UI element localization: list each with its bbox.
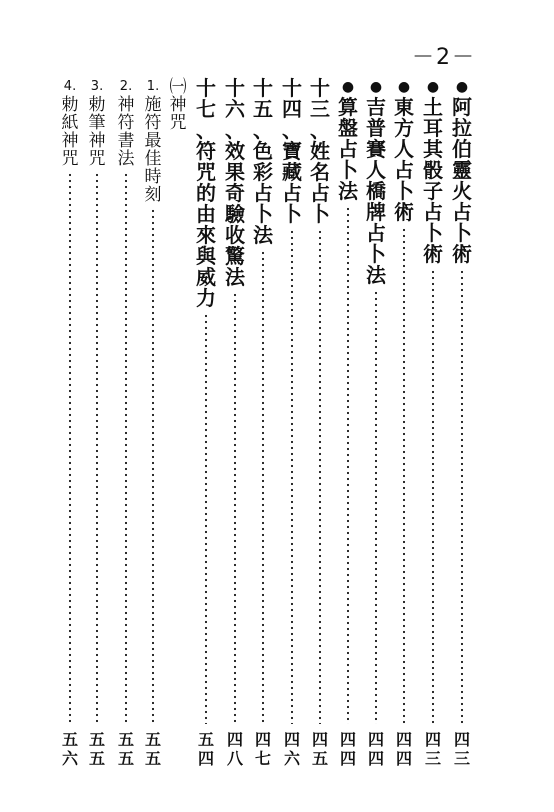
toc-entry-number: 3. xyxy=(90,79,104,94)
toc-entry-number: 十 四 、 xyxy=(282,76,302,142)
toc-entry[interactable] xyxy=(223,78,247,768)
toc-entry-page: 五 六 xyxy=(61,730,78,768)
toc-entry-text: 效 果 奇 驗 收 驚 法 xyxy=(225,139,245,289)
toc-entry-title xyxy=(338,78,358,202)
toc-entry-title xyxy=(253,78,273,246)
toc-entry-title xyxy=(310,78,330,225)
dot-leader xyxy=(403,227,405,724)
toc-entry-title xyxy=(196,78,216,309)
toc-entry-page: 四 六 xyxy=(283,730,300,768)
dot-leader xyxy=(234,292,236,724)
toc-entry-title xyxy=(366,78,386,286)
toc-entry-number: 1. xyxy=(146,79,160,94)
toc-entry-page: 四 三 xyxy=(424,730,441,768)
dot-leader xyxy=(432,269,434,724)
toc-entry-text: 算 盤 占 卜 法 xyxy=(338,95,358,203)
toc-entry-page: 四 八 xyxy=(226,730,243,768)
dot-leader xyxy=(69,172,71,724)
dot-leader xyxy=(291,229,293,724)
toc-entry-title xyxy=(62,78,79,168)
dot-leader xyxy=(96,172,98,724)
toc-entry-text: 姓 名 占 卜 xyxy=(310,139,330,226)
toc-entry[interactable] xyxy=(114,78,138,768)
toc-entry-title xyxy=(145,78,162,204)
toc-entry-number: 十 六 、 xyxy=(225,76,245,142)
toc-entry-title xyxy=(282,78,302,225)
bullet-icon: ● xyxy=(426,79,440,95)
dot-leader xyxy=(152,208,154,724)
toc-entry-text: 色 彩 占 卜 法 xyxy=(253,139,273,247)
toc-entry-text: 符 咒 的 由 來 與 威 力 xyxy=(196,139,216,310)
toc-entry[interactable] xyxy=(141,78,165,768)
toc-entry-text: 神 咒 xyxy=(169,95,187,133)
toc-entry-page: 五 五 xyxy=(144,730,161,768)
toc-entry-text: 吉 普 賽 人 橋 牌 占 卜 法 xyxy=(366,95,386,287)
toc-entry[interactable] xyxy=(58,78,82,768)
dot-leader xyxy=(347,206,349,724)
toc-entry[interactable] xyxy=(308,78,332,768)
toc-entry-number: 4. xyxy=(63,79,77,94)
toc-entry-page: 四 四 xyxy=(367,730,384,768)
toc-entry-text: 勅 筆 神 咒 xyxy=(88,95,106,169)
dot-leader xyxy=(319,229,321,724)
dot-leader xyxy=(262,250,264,724)
toc-entry[interactable] xyxy=(85,78,109,768)
dot-leader xyxy=(461,269,463,724)
toc-entry[interactable] xyxy=(364,78,388,768)
toc-entry-title xyxy=(423,78,443,265)
bullet-icon: ● xyxy=(397,79,411,95)
toc-entry-text: 土 耳 其 骰 子 占 卜 術 xyxy=(423,95,443,266)
toc-entry[interactable] xyxy=(392,78,416,768)
toc-entry-text: 勅 紙 神 咒 xyxy=(61,95,79,169)
toc-entry-page: 四 七 xyxy=(254,730,271,768)
bullet-icon: ● xyxy=(455,79,469,95)
toc-entry-number: ㈠ xyxy=(169,77,187,97)
toc-entry-text: 神 符 書 法 xyxy=(117,95,135,169)
toc-entry-title xyxy=(225,78,245,288)
toc-entry-number: 2. xyxy=(119,79,133,94)
toc-entry[interactable] xyxy=(421,78,445,768)
dot-leader xyxy=(375,290,377,724)
bullet-icon: ● xyxy=(369,79,383,95)
toc-entry[interactable] xyxy=(194,78,218,768)
toc-entry[interactable] xyxy=(166,78,190,768)
toc-entry-title xyxy=(89,78,106,168)
bullet-icon: ● xyxy=(341,79,355,95)
toc-entry-page: 五 四 xyxy=(197,730,214,768)
toc-entry[interactable] xyxy=(336,78,360,768)
toc-entry-page: 五 五 xyxy=(88,730,105,768)
toc-entry-text: 寶 藏 占 卜 xyxy=(282,139,302,226)
toc-entry-text: 阿 拉 伯 靈 火 占 卜 術 xyxy=(452,95,472,266)
toc-entry[interactable] xyxy=(280,78,304,768)
toc-entry-text: 施 符 最 佳 時 刻 xyxy=(144,95,162,205)
toc-entry-page: 五 五 xyxy=(117,730,134,768)
toc-entry-number: 十 五 、 xyxy=(253,76,273,142)
toc-entry-page: 四 三 xyxy=(453,730,470,768)
toc-entry-number: 十 七 、 xyxy=(196,76,216,142)
toc-entry-title xyxy=(394,78,414,223)
page-number: －2－ xyxy=(412,45,476,70)
dot-leader xyxy=(125,172,127,724)
toc-entry-title xyxy=(452,78,472,265)
toc-entry[interactable] xyxy=(251,78,275,768)
dot-leader xyxy=(205,313,207,724)
toc-entry-title xyxy=(118,78,135,168)
toc-entry-number: 十 三 、 xyxy=(310,76,330,142)
toc-entry-title xyxy=(170,78,187,132)
toc-entry-page: 四 四 xyxy=(339,730,356,768)
toc-entry-page: 四 五 xyxy=(311,730,328,768)
toc-entry-page: 四 四 xyxy=(395,730,412,768)
toc-entry[interactable] xyxy=(450,78,474,768)
toc-entry-text: 東 方 人 占 卜 術 xyxy=(394,95,414,224)
